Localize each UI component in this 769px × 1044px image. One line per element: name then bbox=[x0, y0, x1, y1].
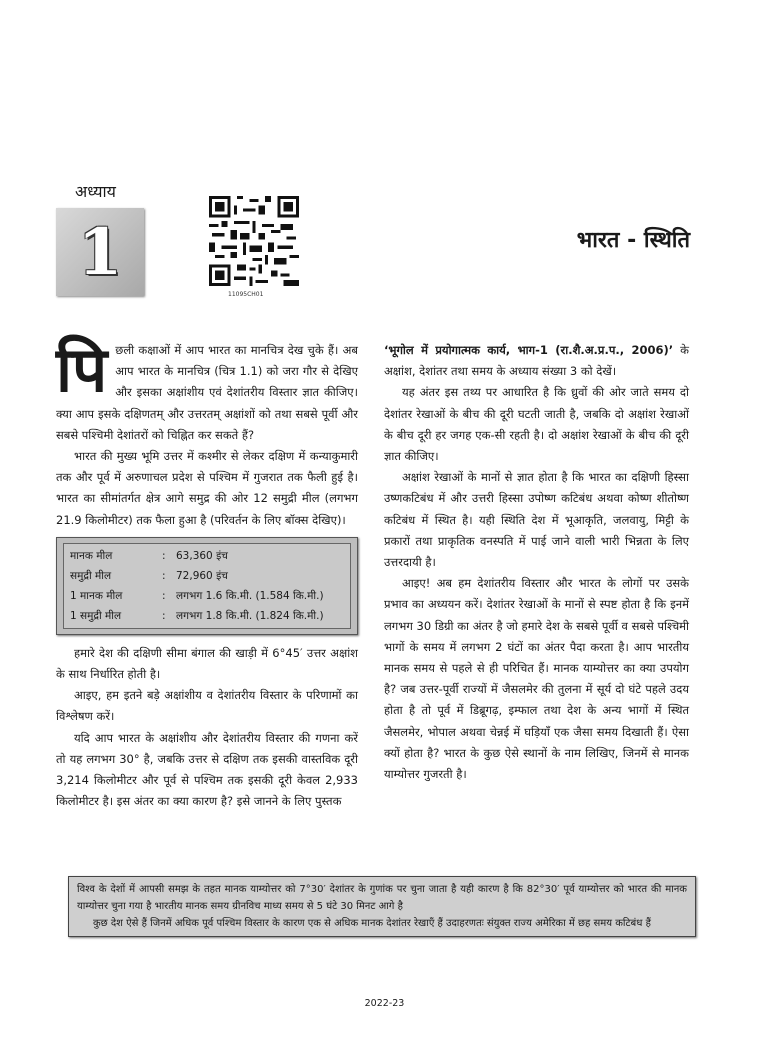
intro-paragraph: पिछली कक्षाओं में आप भारत का मानचित्र देख चुके हैं। अब आप भारत के मानचित्र (चित्र 1.1) को जरा गौर से देखिए और इसका अक्षांशीय एवं देशांतरीय विस्तार ज्ञात कीजिए। क्या आप इसके दक्षिणतम् और उत्तरतम् अक्षांशों को तथा सबसे पूर्वी और सबसे पश्चिमी देशांतरों को चिह्नित कर सकते हैं? bbox=[56, 333, 358, 442]
paragraph: ‘भूगोल में प्रयोगात्मक कार्य, भाग-1 (रा.शै.अ.प्र.प., 2006)’ के अक्षांश, देशांतर तथा समय के अध्याय संख्या 3 को देखें। bbox=[384, 343, 689, 379]
left-column bbox=[56, 333, 358, 812]
conversion-row: समुद्री मील : 72,960 इंच bbox=[70, 569, 228, 582]
paragraph: हमारे देश की दक्षिणी सीमा बंगाल की खाड़ी में 6°45′ उत्तर अक्षांश के साथ निर्धारित होती है। bbox=[56, 645, 358, 682]
book-reference: ‘भूगोल में प्रयोगात्मक कार्य, भाग-1 (रा.शै.अ.प्र.प., 2006)’ bbox=[384, 343, 674, 357]
conversion-row: मानक मील : 63,360 इंच bbox=[70, 549, 228, 562]
paragraph: यदि आप भारत के अक्षांशीय और देशांतरीय विस्तार की गणना करें तो यह लगभग 30° है, जबकि उत्तर से दक्षिण तक इसकी वास्तविक दूरी 3,214 किलोमीटर और पूर्व से पश्चिम तक इसकी दूरी केवल 2,933 किलोमीटर है। इस अंतर का क्या कारण है? इसे जानने के लिए पुस्तक bbox=[56, 730, 358, 809]
right-column bbox=[384, 340, 689, 785]
conversion-row: 1 समुद्री मील : लगभग 1.8 कि.मी. (1.824 कि.मी.) bbox=[70, 609, 324, 622]
paragraph: आइए! अब हम देशांतरीय विस्तार और भारत के लोगों पर उसके प्रभाव का अध्ययन करें। देशांतर रेखाओं के मानों से स्पष्ट होता है कि इनमें लगभग 30 डिग्री का अंतर है जो हमारे देश के सबसे पूर्वी व सबसे पश्चिमी भागों के समय में लगभग 2 घंटों का अंतर पैदा करता है। आप भारतीय मानक समय से पहले से ही परिचित हैं। मानक याम्योत्तर का क्या उपयोग है? जब उत्तर-पूर्वी राज्यों में जैसलमेर की तुलना में सूर्य दो घंटे पहले उदय होता है तो पूर्व में डिब्रूगढ़, इम्फाल तथा देश के अन्य भागों में स्थित जैसलमेर, भोपाल अथवा चेन्नई में घड़ियाँ एक जैसा समय दिखाती हैं। ऐसा क्यों होता है? भारत के कुछ ऐसे स्थानों के नाम लिखिए, जिनमें से मानक याम्योत्तर गुजरती है। bbox=[384, 576, 689, 782]
note-line: कुछ देश ऐसे हैं जिनमें अधिक पूर्व पश्चिम विस्तार के कारण एक से अधिक मानक देशांतर रेखाएँ हैं उदाहरणतः संयुक्त राज्य अमेरिका में छह समय कटिबंध हैं bbox=[93, 918, 651, 929]
paragraph: अक्षांश रेखाओं के मानों से ज्ञात होता है कि भारत का दक्षिणी हिस्सा उष्णकटिबंध में और उत्तरी हिस्सा उपोष्ण कटिबंध अथवा कोष्ण शीतोष्ण कटिबंध में स्थित है। यही स्थिति देश में भूआकृति, जलवायु, मिट्टी के प्रकारों तथा प्राकृतिक वनस्पति में पाई जाने वाली भारी भिन्नता के लिए उत्तरदायी है। bbox=[384, 470, 689, 570]
footer-year: 2022-23 bbox=[364, 998, 405, 1009]
qr-code-label: 11095CH01 bbox=[228, 291, 264, 298]
paragraph: यह अंतर इस तथ्य पर आधारित है कि ध्रुवों की ओर जाते समय दो देशांतर रेखाओं के बीच की दूरी घटती जाती है, जबकि दो अक्षांश रेखाओं के बीच दूरी हर जगह एक-सी रहती है। दो अक्षांश रेखाओं के बीच की दूरी ज्ञात कीजिए। bbox=[384, 385, 689, 464]
qr-code-icon[interactable] bbox=[209, 196, 299, 286]
drop-cap: पि bbox=[56, 333, 108, 406]
paragraph: आइए, हम इतने बड़े अक्षांशीय व देशांतरीय विस्तार के परिणामों का विश्लेषण करें। bbox=[56, 688, 358, 724]
conversion-row: 1 मानक मील : लगभग 1.6 कि.मी. (1.584 कि.मी.) bbox=[70, 589, 324, 602]
chapter-number-box bbox=[56, 208, 144, 296]
chapter-number: 1 bbox=[77, 214, 123, 290]
note-box bbox=[68, 876, 696, 937]
chapter-label: अध्याय bbox=[75, 182, 116, 201]
page-title: भारत - स्थिति bbox=[576, 228, 690, 253]
paragraph: भारत की मुख्य भूमि उत्तर में कश्मीर से लेकर दक्षिण में कन्याकुमारी तक और पूर्व में अरुणाचल प्रदेश से पश्चिम में गुजरात तक फैली हुई है। भारत का सीमांतर्गत क्षेत्र आगे समुद्र की ओर 12 समुद्री मील (लगभग 21.9 किलोमीटर) तक फैला हुआ है (परिवर्तन के लिए बॉक्स देखिए)। bbox=[56, 449, 358, 527]
conversion-box bbox=[56, 537, 358, 635]
note-line: विश्व के देशों में आपसी समझ के तहत मानक याम्योत्तर को 7°30′ देशांतर के गुणांक पर चुना जाता है यही कारण है कि 82°30′ पूर्व याम्योत्तर को भारत की मानक याम्योत्तर चुना गया है भारतीय मानक समय ग्रीनविच माध्य समय से 5 घंटे 30 मिनट आगे है bbox=[77, 884, 687, 912]
